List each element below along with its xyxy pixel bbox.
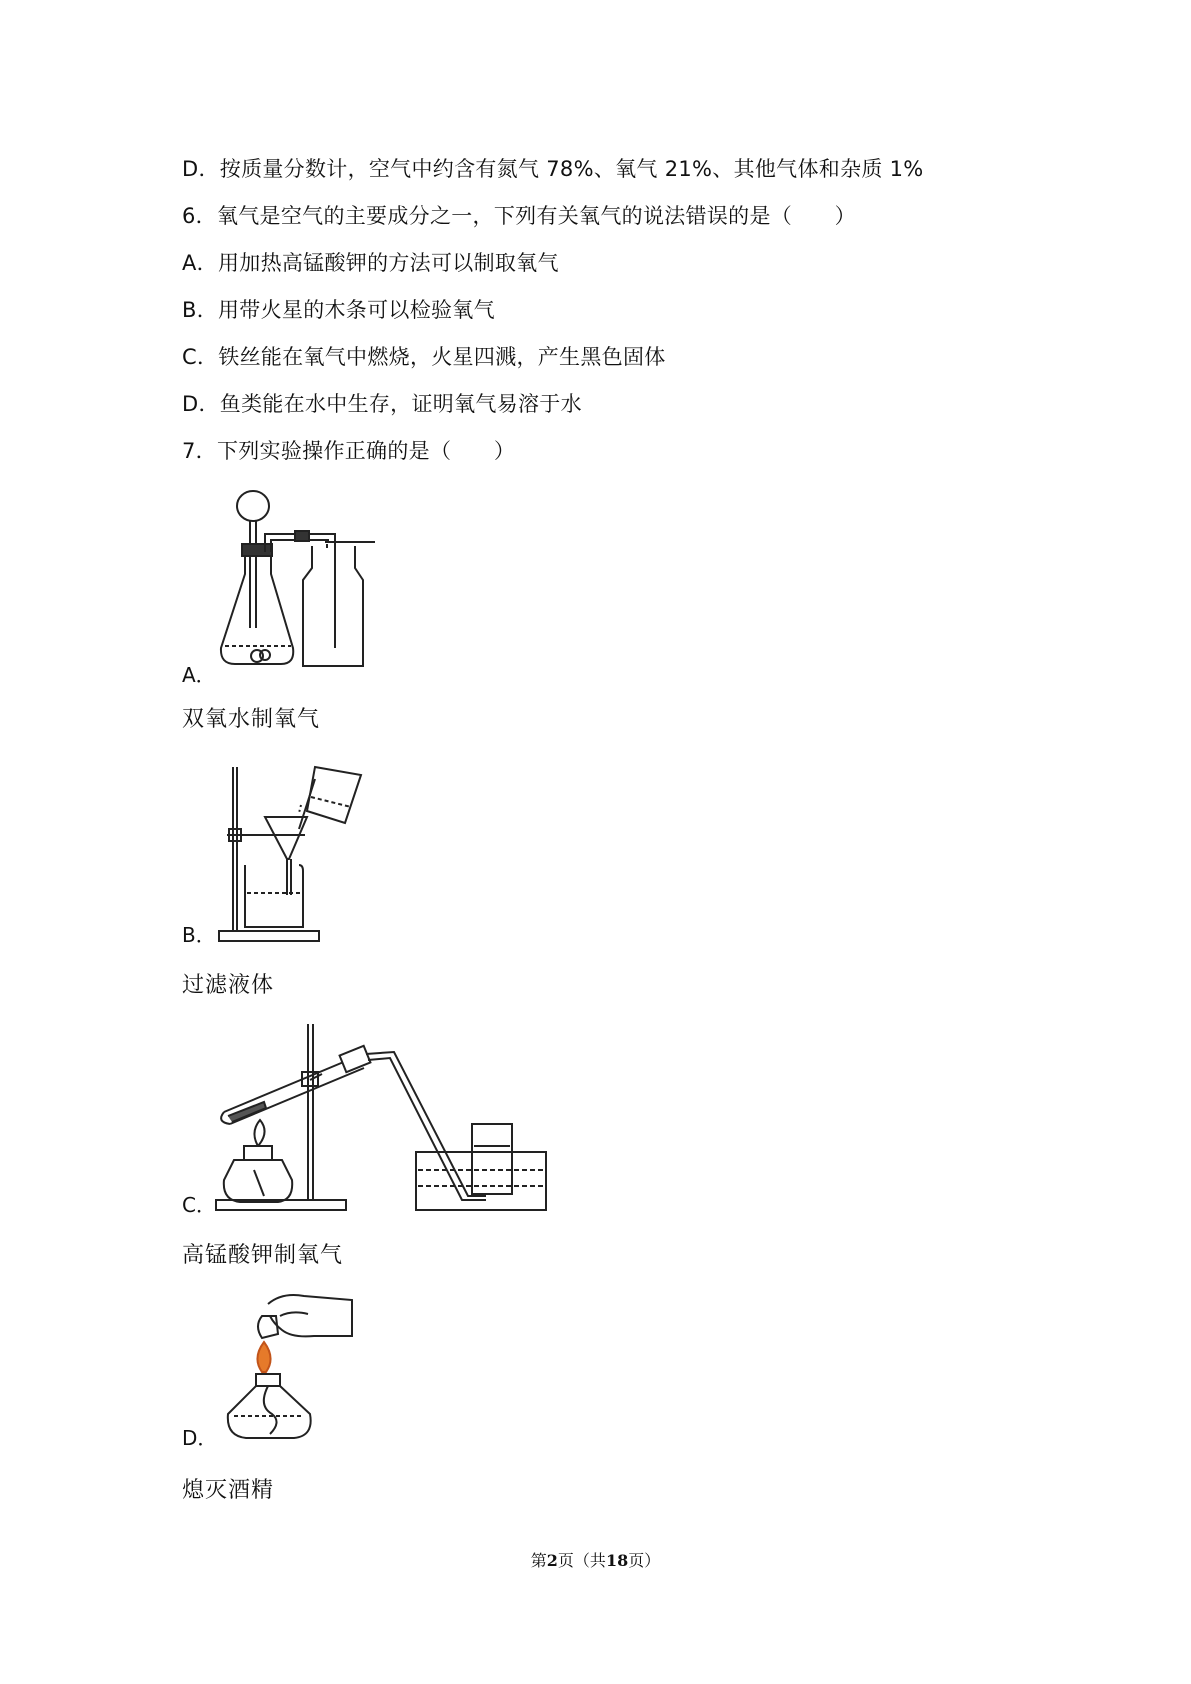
figure-d-extinguishing-alcohol-lamp	[222, 1290, 362, 1450]
option-b-letter: B．	[182, 923, 216, 947]
footer-page-number: 2	[546, 1551, 558, 1570]
figure-c-potassium-permanganate-apparatus	[210, 1020, 550, 1215]
option-a-caption: 双氧水制氧气	[182, 707, 321, 732]
q6-option-a: A．用加热高锰酸钾的方法可以制取氧气	[182, 251, 559, 275]
q6-stem: 6．氧气是空气的主要成分之一，下列有关氧气的说法错误的是（ ）	[182, 204, 856, 228]
footer-total-pages: 18	[605, 1551, 629, 1570]
q7-stem: 7．下列实验操作正确的是（ ）	[182, 439, 516, 463]
option-a-letter: A．	[182, 663, 216, 687]
q6-option-b: B．用带火星的木条可以检验氧气	[182, 298, 495, 322]
option-c-caption: 高锰酸钾制氧气	[182, 1243, 344, 1268]
option-b-caption: 过滤液体	[182, 973, 275, 998]
figure-a-hydrogen-peroxide-apparatus	[215, 488, 405, 678]
q6-option-c: C．铁丝能在氧气中燃烧，火星四溅，产生黑色固体	[182, 345, 666, 369]
footer-middle: 页（共	[557, 1551, 606, 1570]
option-d-letter: D．	[182, 1426, 218, 1450]
footer-suffix: 页）	[628, 1551, 661, 1570]
option-d-caption: 熄灭酒精	[182, 1478, 275, 1503]
option-c-letter: C．	[182, 1193, 216, 1217]
q5-option-d: D．按质量分数计，空气中约含有氮气 78%、氧气 21%、其他气体和杂质 1%	[182, 157, 924, 181]
page-footer	[0, 1548, 1191, 1571]
q6-option-d: D．鱼类能在水中生存，证明氧气易溶于水	[182, 392, 582, 416]
footer-prefix: 第	[530, 1551, 547, 1570]
figure-b-filtration-apparatus	[215, 755, 375, 945]
